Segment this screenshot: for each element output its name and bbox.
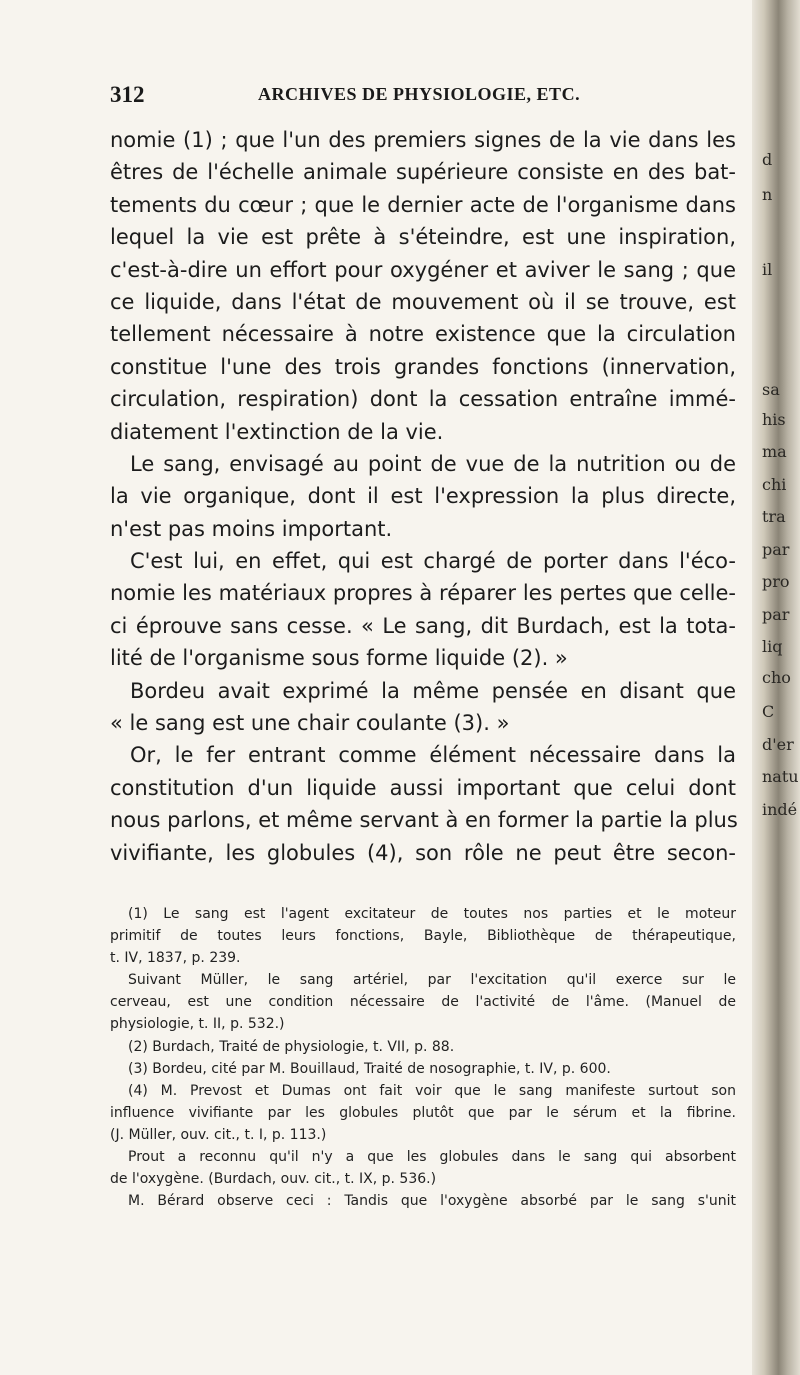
binding-fragment: natu: [762, 767, 799, 786]
binding-fragment: il: [762, 260, 773, 279]
footnote-line: (4) M. Prevost et Dumas ont fait voir que le sang manifeste surtout son: [128, 1082, 736, 1099]
binding-fragment: ma: [762, 442, 787, 461]
binding-fragment: his: [762, 410, 786, 429]
footnote-line: influence vivifiante par les globules plutôt que par le sérum et la fibrine.: [110, 1104, 736, 1121]
footnote-line: primitif de toutes leurs fonctions, Bayle, Bibliothèque de thérapeutique,: [110, 928, 736, 945]
binding-fragment: pro: [762, 572, 790, 591]
binding-fragment: d: [762, 150, 773, 169]
body-line: nomie (1) ; que l'un des premiers signes de la vie dans les: [110, 128, 736, 152]
book-binding-edge: [752, 0, 800, 1375]
binding-fragment: n: [762, 185, 773, 204]
body-line: la vie organique, dont il est l'expression la plus directe,: [110, 484, 736, 509]
binding-fragment: cho: [762, 668, 791, 687]
running-title: ARCHIVES DE PHYSIOLOGIE, ETC.: [258, 84, 581, 104]
binding-fragment: tra: [762, 507, 786, 526]
body-line: tellement nécessaire à notre existence que la circulation: [110, 322, 736, 347]
body-line: vivifiante, les globules (4), son rôle ne peut être secon-: [110, 840, 736, 865]
binding-fragment: par: [762, 605, 790, 624]
binding-fragment: chi: [762, 475, 787, 494]
body-line: constitue l'une des trois grandes fonctions (innervation,: [110, 354, 736, 379]
body-line: Le sang, envisagé au point de vue de la nutrition ou de: [130, 451, 736, 476]
body-line: C'est lui, en effet, qui est chargé de porter dans l'éco-: [130, 549, 736, 574]
body-line: Or, le fer entrant comme élément nécessaire dans la: [130, 743, 736, 768]
footnote-line: (1) Le sang est l'agent excitateur de toutes nos parties et le moteur: [128, 906, 736, 922]
binding-fragment: d'er: [762, 735, 794, 754]
footnote-line: (2) Burdach, Traité de physiologie, t. VII, p. 88.: [128, 1038, 455, 1055]
footnote-line: Prout a reconnu qu'il n'y a que les globules dans le sang qui absorbent: [128, 1149, 736, 1166]
main-text: [110, 124, 736, 869]
footnote-line: physiologie, t. II, p. 532.): [110, 1016, 285, 1033]
footnote-line: cerveau, est une condition nécessaire de l'activité de l'âme. (Manuel de: [110, 994, 736, 1011]
footnote-line: M. Bérard observe ceci : Tandis que l'oxygène absorbé par le sang s'unit: [128, 1193, 736, 1210]
footnote-line: (J. Müller, ouv. cit., t. I, p. 113.): [110, 1126, 327, 1143]
body-line: lequel la vie est prête à s'éteindre, est une inspiration,: [110, 225, 736, 250]
body-line: diatement l'extinction de la vie.: [110, 419, 444, 444]
page-number: 312: [110, 82, 145, 107]
body-line: êtres de l'échelle animale supérieure consiste en des bat-: [110, 160, 736, 185]
binding-fragment: sa: [762, 380, 780, 399]
footnote-line: Suivant Müller, le sang artériel, par l'excitation qu'il exerce sur le: [128, 972, 736, 989]
body-line: c'est-à-dire un effort pour oxygéner et aviver le sang ; que: [110, 257, 736, 282]
binding-fragment: par: [762, 540, 790, 559]
binding-fragment: liq: [762, 637, 783, 656]
footnote-line: de l'oxygène. (Burdach, ouv. cit., t. IX, p. 536.): [110, 1171, 437, 1188]
body-line: lité de l'organisme sous forme liquide (2). »: [110, 646, 568, 671]
footnotes: [110, 903, 736, 1212]
body-line: « le sang est une chair coulante (3). »: [110, 711, 510, 736]
body-line: tements du cœur ; que le dernier acte de l'organisme dans: [110, 192, 736, 217]
body-line: n'est pas moins important.: [110, 516, 393, 541]
body-line: nomie les matériaux propres à réparer les pertes que celle-: [110, 581, 736, 606]
body-line: constitution d'un liquide aussi important que celui dont: [110, 775, 736, 800]
body-line: nous parlons, et même servant à en former la partie la plus: [110, 808, 738, 833]
footnote-line: t. IV, 1837, p. 239.: [110, 950, 241, 967]
body-line: Bordeu avait exprimé la même pensée en disant que: [130, 678, 736, 703]
footnote-line: (3) Bordeu, cité par M. Bouillaud, Traité de nosographie, t. IV, p. 600.: [128, 1060, 611, 1077]
body-line: ci éprouve sans cesse. « Le sang, dit Burdach, est la tota-: [110, 613, 736, 638]
binding-fragment: indé: [762, 800, 798, 819]
binding-fragment: C: [762, 702, 775, 721]
body-line: ce liquide, dans l'état de mouvement où il se trouve, est: [110, 289, 736, 314]
body-line: circulation, respiration) dont la cessation entraîne immé-: [110, 387, 736, 412]
